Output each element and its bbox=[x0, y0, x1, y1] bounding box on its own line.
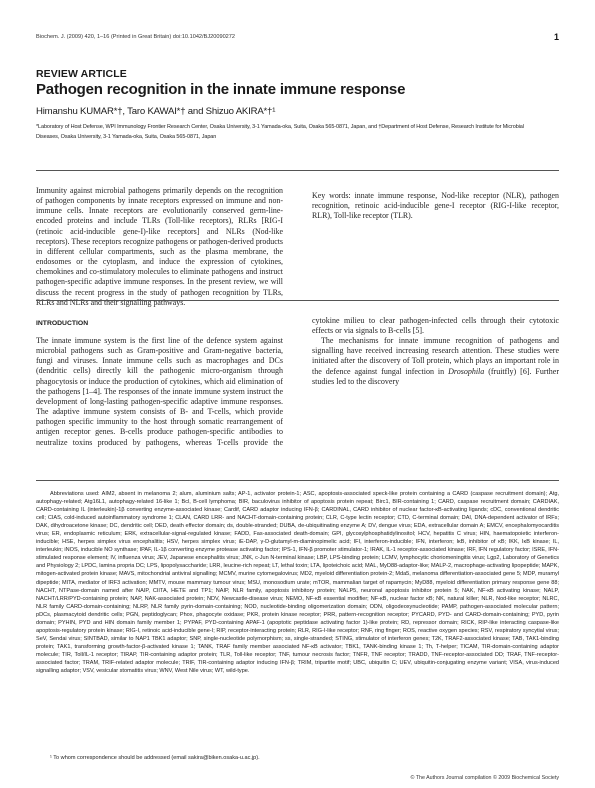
article-type: REVIEW ARTICLE bbox=[36, 68, 127, 80]
article-authors: Himanshu KUMAR*†, Taro KAWAI*† and Shizuo AKIRA*†¹ bbox=[36, 106, 276, 117]
correspondence-note: ¹ To whom correspondence should be addressed (email sakira@biken.osaka-u.ac.jp). bbox=[50, 755, 260, 761]
keywords: Key words: innate immune response, Nod-like receptor (NLR), pathogen recognition, retinoic acid-inducible gene-I receptor (RIG-I-like receptor, RLR), Toll-like receptor (TLR). bbox=[312, 190, 559, 221]
footnote-divider bbox=[36, 480, 559, 481]
abstract-text: Immunity against microbial pathogens primarily depends on the recognition of pathogen components by innate receptors expressed on immune and non-immune cells. Innate receptors are evolutionarily conserved germ-line-encoded proteins and include TLRs (Toll-like receptors), RLRs [RIG-I (retinoic acid-inducible gene-I)-like receptors] and NLRs (Nod-like receptors). These receptors recognize pathogens or pathogen-derived products in different cellular compartments, such as the plasma membrane, the endosomes or the cytoplasm, and induce the expression of cytokines, chemokines and co-stimulatory molecules to eliminate pathogens and instruct pathogen-specific adaptive immune responses. In the present review, we will discuss the recent progress in the study of pathogen recognition by TLRs, RLRs and NLRs and their signalling pathways. bbox=[36, 186, 283, 307]
running-header bbox=[36, 34, 559, 40]
abstract-left-column bbox=[36, 186, 283, 312]
intro-paragraph-1: The innate immune system is the first line of the defence system against microbial pathogens such as Gram-positive and Gram-negative bacteria, fungi and viruses. Innate immune cells such as macrophages and DCs (dendritic cells) directly kill the pathogenic micro-organism through phagocytosis or induce the production of cytokines, which aid elimination of the pathogens [1–4]. The responses of the innate immune system instruct the development of long-lasting pathogen-specific adaptive immune responses. The adaptive immune system consists of B- and T-cells, which provide pathogen specific immunity to the host through somatic rearrangement of antigen receptor genes. B-cells produce pathogen-specific antibodies to neutralize toxins produced by pathogens, whereas T-cells provide the bbox=[36, 336, 283, 447]
article-title: Pathogen recognition in the innate immune response bbox=[36, 81, 406, 98]
author-affiliation: *Laboratory of Host Defense, WPI Immunology Frontier Research Center, Osaka University, 3-1 Yamada-oka, Suita, Osaka 565-0871, Japan, and †Department of Host Defense, Research Institute for Microbial Diseases, Osaka University, 3-1 Yamada-oka, Suita, Osaka 565-0871, Japan bbox=[36, 124, 524, 140]
journal-citation: Biochem. J. (2009) 420, 1–16 (Printed in Great Britain) doi:10.1042/BJ20090272 bbox=[36, 34, 236, 40]
intro-paragraph-2: The mechanisms for innate immune recognition of pathogens and signalling have received increasing research attention. These studies were initiated after the discovery of Toll protein, which plays an important role in the defence against fungal infection in Drosophila (fruitfly) [6]. Further studies led to the discovery bbox=[312, 336, 559, 386]
abbreviations-text: Abbreviations used: AIM2, absent in melanoma 2; alum, aluminium salts; AP-1, activator protein-1; ASC, apoptosis-associated speck-like protein containing a CARD (caspase recruitment domain); Atg, autophagy-related; Atg16L1, autophagy-related 16-like 1; Bcl, B-cell lymphoma; BIR, baculovirus inhibitor of apoptosis protein repeat; Birc1, BIR-containing 1; CARD, caspase recruitment domain; CARDIAK, CARD-containing IL (interleukin)-1β converting enzyme-associated kinase; Cardif, CARD adaptor inducing IFN-β; CARDINAL, CARD inhibitor of nuclear factor-κB-activating ligands; cDC, conventional dendritic cell; CIAS, cold-induced autoinflammatory syndrome 1; CLAN, CARD LRR- and NACHT-domain-containing protein; CLR, C-type lectin receptor; CTD, C-terminal domain; DAI, DNA-dependent activator of IRFs; DAK, dihydroacetone kinase; DC, dendritic cell; DED, death effector domain; ds, double-stranded; DUBA, de-ubiquitinating enzyme A; DV, dengue virus; EDA, extracellular domain A; EMCV, encephalomyocarditis virus; ER, endoplasmic reticulum; ERK, extracellular-signal-regulated kinase; FADD, Fas-associated death-domain; GPI, glycosylphosphatidylinositol; HCV, hepatitis C virus; HIN, haematopoietic interferon-inducible; HSE, herpes simplex virus encephalitis; HSV, herpes simplex virus; iE-DAP, γ-D-glutamyl-m-diaminopimelic acid; IFI, interferon-inducible; IFN, interferon; IκB, inhibitor of κB; IKK, IκB kinase; IL, interleukin; iNOS, inducible NO synthase; IPAF, IL-1β converting enzyme protease activating factor; IPS-1, IFN-β promoter stimulator-1; IRAK, IL-1 receptor-associated kinase; IRF, IFN regulatory factor; ISRE, IFN-stimulated response element; IV, influenza virus; JEV, Japanese encephalitis virus; JNK, c-Jun N-terminal kinase; LBP, LPS-binding protein; LCMV, lymphocytic choriomeningitis virus; Lgp2, Laboratory of Genetics and Physiology 2; LPDC, lamina propria DC; LPS, lipopolysaccharide; LRR, leucine-rich repeat; LT, lethal toxin; LTA, lipoteichoic acid; MAL, MyD88-adaptor-like; MALP-2, macrophage-activating lipopeptide; MAPK, mitogen-activated protein kinase; MAVS, mitochondrial antiviral signalling; MCMV, murine cytomegalovirus; MD2, myeloid differentiation protein-2; Mda5, melanoma differentiation-associated gene 5; MDP, muramyl dipeptide; MITA, mediator of IRF3 activation; MMTV, mouse mammary tumour virus; MSU, monosodium urate; mTOR, mammalian target of rapamycin; MyD88, myeloid differentiation primary response gene 88; NACHT, NTPase-domain named after NAIP, CIITA, HETE and TP1; NAIP, NLR family, apoptosis inhibitory protein; NALP5, neuronal apoptosis inhibitor protein 5; NAK, NF-κB activating kinase; NALP, NACHT/LRR/PYD-containing protein; NAP, NAK-associated protein; NDV, Newcastle-disease virus; NEMO, NF-κB essential modifier; NF-κB, nuclear factor κB; NK, natural killer; NLR, Nod-like receptor; NLRC, NLR family CARD-domain-containing; NLRP, NLR family pyrin-domain-containing; NOD, nucleotide-binding oligomerization domain; ODN, oligodeoxynucleotide; PAMP, pathogen-associated molecular pattern; pDCs, plasmacytoid dendritic cells; PGN, peptidoglycan; Phox, phagocyte oxidase; PKR, protein kinase receptor; PRR, pattern-recognition receptor; PYCARD, PYD- and CARD-domain-containing; PYD, pyrin domain; PYHIN, PYD and HIN domain family member 1; PYPAF, PYD-containing APAF-1 (apoptotic peptidase activating factor 1)-like protein; RD, repressor domain; RICK, RIP-like interacting caspase-like apoptosis-regulatory protein kinase; RIG-I, retinoic acid-inducible gene-I; RIP, receptor-interacting protein; RLR, RIG-I-like receptor; RNF, ring finger; ROS, reactive oxygen species; RSV, respiratory syncytial virus; SeV, Sendai virus; SINTBAD, similar to NAP1 TBK1 adaptor; SNP, single-nucleotide polymorphism; ss, single-stranded; STING, stimulator of interferon genes; T2K, TRAF2-associated kinase; TAB, TAK1-binding protein; TAK1, transforming growth-factor-β-activated kinase 1; TANK, TRAF family member associated NF-κB activator; TBK1, TANK-binding kinase 1; Th, T-helper; TICAM, TIR-domain-containing adaptor molecule; TIR, Toll/IL-1 receptor; TIRAP, TIR-containing adaptor protein; TLR, Toll-like receptor; TNF, tumour necrosis factor; TNFR, TNF receptor; TRADD, TNF-receptor-associated DD; TRAF, TNF-receptor-associated factor; TRAM, TRIF-related adaptor molecule; TRIF, TIR-containing adaptor inducing IFN-β; TRIM, tripartite motif; UBC, ubiquitin C; UEV, ubiquitin-conjugating enzyme variant; VISA, virus-induced signalling adaptor; VSV, vesicular stomatitis virus; WNV, West Nile virus; WT, wild-type. bbox=[36, 491, 559, 675]
intro-right-column bbox=[312, 316, 559, 449]
abstract-divider bbox=[36, 300, 559, 301]
abstract-right-column bbox=[312, 186, 559, 312]
intro-left-column bbox=[36, 336, 283, 448]
copyright-footer: © The Authors Journal compilation © 2009 Biochemical Society bbox=[410, 775, 559, 781]
abbreviations-footnote bbox=[36, 490, 559, 675]
header-divider bbox=[36, 170, 559, 171]
page-number: 1 bbox=[553, 32, 559, 42]
intro-paragraph-1-continued: cytokine milieu to clear pathogen-infected cells through their cytotoxic effects or via signals to B-cells [5]. bbox=[312, 316, 559, 335]
section-heading: INTRODUCTION bbox=[36, 320, 89, 327]
